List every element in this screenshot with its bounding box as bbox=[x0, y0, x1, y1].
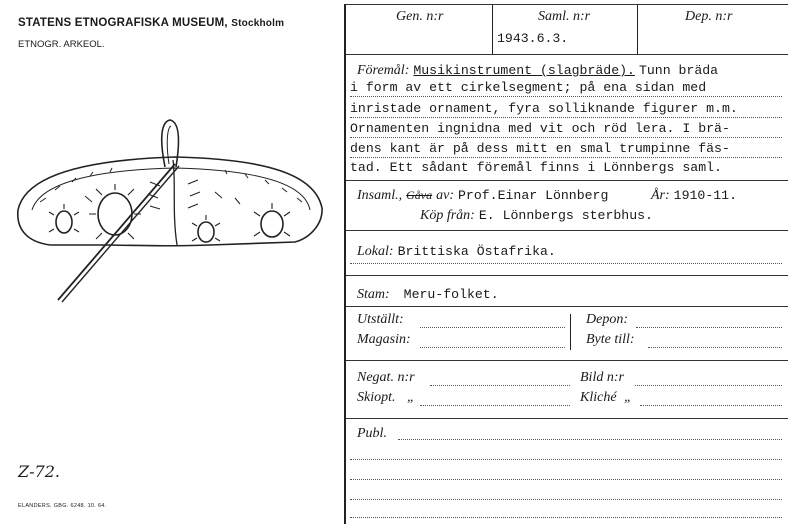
kop-line bbox=[420, 206, 653, 224]
top-rule bbox=[346, 4, 788, 5]
card-divider bbox=[344, 4, 346, 524]
dotline bbox=[420, 327, 565, 328]
foremal-line-2: i form av ett cirkelsegment; på ena sidan med bbox=[350, 80, 707, 95]
dotline bbox=[640, 405, 782, 406]
magasin-label: Magasin: bbox=[357, 332, 411, 347]
insaml-rule bbox=[346, 230, 788, 231]
lokal-label: Lokal: bbox=[357, 244, 394, 259]
byte-label: Byte till: bbox=[586, 332, 635, 347]
dotline bbox=[636, 327, 782, 328]
insaml-line bbox=[357, 186, 608, 204]
dotline bbox=[350, 479, 782, 480]
storage-rule bbox=[346, 360, 788, 361]
ar-label: År: bbox=[651, 188, 670, 203]
lokal-line bbox=[357, 242, 556, 260]
stam-label: Stam: bbox=[357, 287, 390, 302]
printer-imprint: ELANDERS. GBG. 6248. 10. 64. bbox=[18, 503, 107, 509]
header-divider-2 bbox=[637, 4, 638, 54]
storage-divider bbox=[570, 314, 571, 350]
object-sketch bbox=[10, 112, 335, 312]
skiopt-ditto: „ bbox=[407, 390, 415, 405]
dotline bbox=[350, 499, 782, 500]
dotline bbox=[430, 385, 570, 386]
bild-label: Bild n:r bbox=[580, 370, 624, 385]
kop-label: Köp från: bbox=[420, 208, 475, 223]
dotline bbox=[350, 157, 782, 158]
saml-nr-label: Saml. n:r bbox=[538, 9, 591, 24]
header-rule bbox=[346, 54, 788, 55]
department-label: ETNOGR. ARKEOL. bbox=[18, 39, 105, 50]
foremal-label: Föremål: bbox=[357, 63, 410, 78]
kliche-ditto: „ bbox=[624, 390, 632, 405]
foremal-rule bbox=[346, 180, 788, 181]
saml-nr-value: 1943.6.3. bbox=[497, 31, 569, 46]
dotline bbox=[350, 263, 782, 264]
foremal-line-5: dens kant är på dess mitt en smal trumpinne fäs- bbox=[350, 141, 730, 156]
stam-rule bbox=[346, 306, 788, 307]
dotline bbox=[398, 439, 782, 440]
depon-label: Depon: bbox=[586, 312, 628, 327]
dotline bbox=[420, 405, 570, 406]
dotline bbox=[350, 517, 782, 518]
publ-label: Publ. bbox=[357, 426, 387, 441]
handwritten-catalog-number: Z-72. bbox=[18, 462, 60, 481]
dotline bbox=[350, 137, 782, 138]
skiopt-label: Skiopt. bbox=[357, 390, 396, 405]
dotline bbox=[350, 459, 782, 460]
kliche-line bbox=[580, 390, 632, 406]
ar-field bbox=[651, 186, 737, 204]
dotline bbox=[648, 347, 782, 348]
kop-value: E. Lönnbergs sterbhus. bbox=[478, 208, 653, 223]
negat-rule bbox=[346, 418, 788, 419]
museum-name: STATENS ETNOGRAFISKA MUSEUM, bbox=[18, 17, 228, 29]
kliche-label: Kliché bbox=[580, 390, 617, 405]
header-divider-1 bbox=[492, 4, 493, 54]
dep-nr-label: Dep. n:r bbox=[685, 9, 733, 24]
foremal-line-4: Ornamenten ingnidna med vit och röd lera. I brä- bbox=[350, 121, 730, 136]
museum-header bbox=[18, 17, 284, 29]
foremal-line-1 bbox=[357, 61, 718, 79]
museum-city: Stockholm bbox=[231, 18, 285, 29]
insaml-value: Prof.Einar Lönnberg bbox=[458, 188, 609, 203]
foremal-line-6: tad. Ett sådant föremål finns i Lönnbergs saml. bbox=[350, 160, 722, 175]
lokal-rule bbox=[346, 275, 788, 276]
insaml-label-prefix: Insaml., bbox=[357, 188, 403, 203]
foremal-line-1-rest: Tunn bräda bbox=[638, 63, 719, 78]
dotline bbox=[420, 347, 565, 348]
dotline bbox=[350, 96, 782, 97]
stam-line bbox=[357, 285, 499, 303]
gen-nr-label: Gen. n:r bbox=[396, 9, 444, 24]
ar-value: 1910-11. bbox=[673, 188, 737, 203]
dotline bbox=[635, 385, 782, 386]
foremal-title: Musikinstrument (slagbräde). bbox=[413, 63, 635, 78]
insaml-struck-word: Gåva bbox=[406, 188, 433, 202]
lokal-value: Brittiska Östafrika. bbox=[397, 244, 556, 259]
stam-value: Meru-folket. bbox=[403, 287, 499, 302]
negat-label: Negat. n:r bbox=[357, 370, 415, 385]
skiopt-line bbox=[357, 390, 415, 406]
dotline bbox=[350, 117, 782, 118]
insaml-label-suffix: av: bbox=[436, 188, 455, 203]
utstallt-label: Utställt: bbox=[357, 312, 404, 327]
foremal-line-3: inristade ornament, fyra solliknande figurer m.m. bbox=[350, 101, 738, 116]
